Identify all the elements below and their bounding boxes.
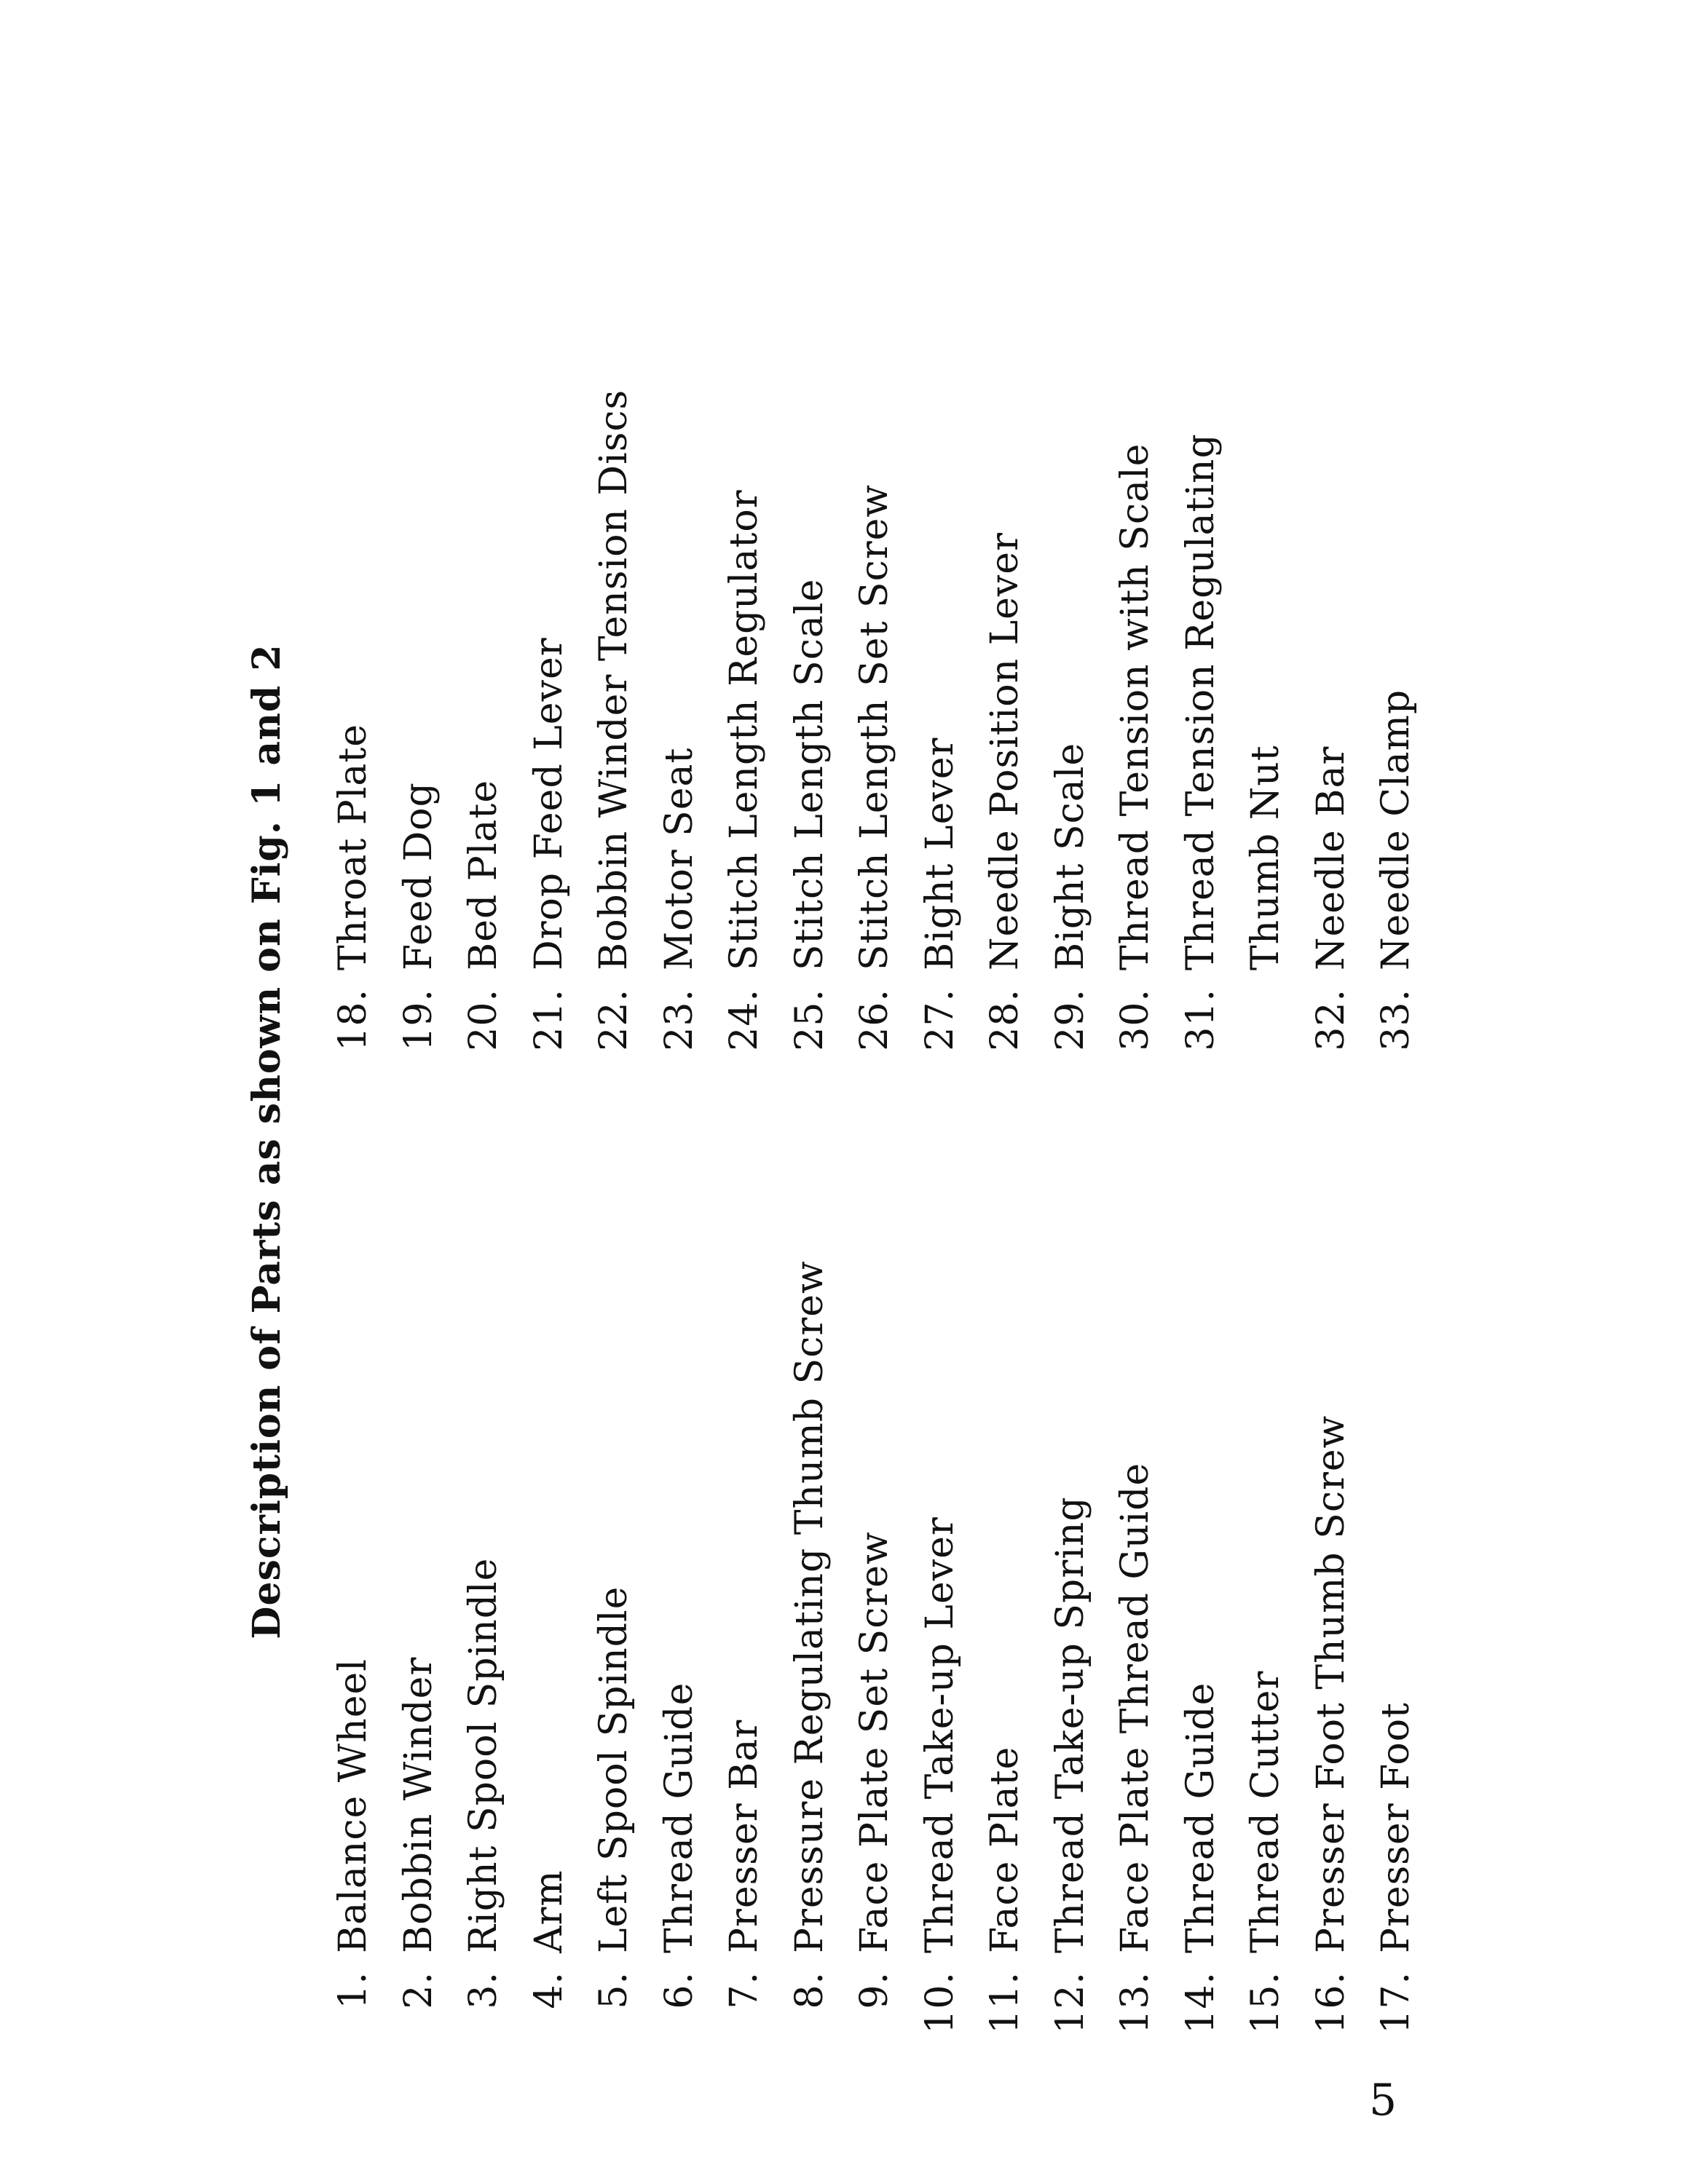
rotated-content xyxy=(229,239,1496,2044)
list-item xyxy=(387,1025,452,2044)
item-number: 26. xyxy=(853,989,896,1051)
list-item xyxy=(1299,224,1365,1061)
list-item xyxy=(517,224,583,1061)
item-number: 12. xyxy=(1048,1971,1092,2034)
list-item xyxy=(582,224,647,1061)
list-item xyxy=(451,1025,517,2044)
list-item xyxy=(387,224,452,1061)
item-label: Bobbin Winder xyxy=(396,1656,441,1953)
list-item xyxy=(1364,1025,1429,2044)
list-item xyxy=(843,1025,908,2044)
list-item xyxy=(908,224,974,1061)
item-number: 4. xyxy=(526,1971,571,2009)
item-label: Bobbin Winder Tension Discs xyxy=(592,389,636,970)
item-number: 33. xyxy=(1374,989,1418,1051)
item-number: 11. xyxy=(983,1971,1027,2034)
item-label: Needle Position Lever xyxy=(983,532,1027,970)
item-number: 16. xyxy=(1309,1971,1353,2034)
item-number: 29. xyxy=(1048,989,1092,1051)
item-label: Right Spool Spindle xyxy=(462,1557,505,1953)
item-label: Thread Guide xyxy=(657,1682,701,1953)
item-label: Drop Feed Lever xyxy=(526,637,571,970)
item-label: Stitch Length Regulator xyxy=(722,489,766,970)
list-item xyxy=(582,1025,647,2044)
item-label: Feed Dog xyxy=(396,782,441,970)
item-label: Thread Tension with Scale xyxy=(1113,443,1157,970)
item-label: Presser Bar xyxy=(722,1719,766,1953)
item-number: 2. xyxy=(396,1971,441,2009)
item-number: 23. xyxy=(657,989,701,1051)
list-item xyxy=(1038,1025,1104,2044)
item-number: 1. xyxy=(331,1971,375,2009)
list-item xyxy=(321,224,387,1061)
item-number: 31. xyxy=(1178,989,1223,1051)
item-label: Throat Plate xyxy=(331,723,375,970)
list-item xyxy=(1234,1025,1299,2044)
item-number: 14. xyxy=(1178,1971,1223,2034)
list-item xyxy=(647,224,713,1061)
item-number: 9. xyxy=(853,1971,896,2009)
item-label: Presser Foot Thumb Screw xyxy=(1309,1415,1353,1953)
item-label: Thread Tension Regulating xyxy=(1178,433,1223,970)
item-label: Stitch Length Set Screw xyxy=(853,484,896,970)
list-item xyxy=(908,1025,974,2044)
item-number: 22. xyxy=(592,989,636,1051)
item-label: Face Plate xyxy=(983,1746,1027,1953)
item-number: 7. xyxy=(722,1971,766,2009)
list-item xyxy=(1103,1025,1169,2044)
list-item xyxy=(647,1025,713,2044)
item-label: Thread Take-up Lever xyxy=(918,1516,962,1953)
page-title: Description of Parts as shown on Fig. 1 and 2 xyxy=(245,644,289,1639)
page-number: 5 xyxy=(1369,2075,1397,2126)
item-label: Thread Take-up Spring xyxy=(1048,1496,1092,1953)
item-label: Needle Clamp xyxy=(1374,689,1418,970)
item-number: 13. xyxy=(1113,1971,1157,2034)
item-label: Needle Bar xyxy=(1309,745,1353,970)
list-item xyxy=(1364,224,1429,1061)
list-item xyxy=(321,1025,387,2044)
list-item xyxy=(1299,1025,1365,2044)
item-number: 15. xyxy=(1244,1971,1287,2034)
list-item xyxy=(712,224,778,1061)
parts-list-left xyxy=(321,1025,1429,2044)
list-item xyxy=(1234,224,1299,1061)
item-label: Stitch Length Scale xyxy=(787,578,832,970)
list-item xyxy=(778,224,843,1061)
item-number: 30. xyxy=(1113,989,1157,1051)
list-item xyxy=(973,224,1038,1061)
item-number: 19. xyxy=(396,989,441,1051)
item-label: Bight Lever xyxy=(918,737,962,970)
item-number: 32. xyxy=(1309,989,1353,1051)
item-label: Motor Seat xyxy=(657,747,701,970)
item-label: Arm xyxy=(526,1870,571,1953)
list-item xyxy=(973,1025,1038,2044)
item-label: Face Plate Thread Guide xyxy=(1113,1462,1157,1953)
list-item xyxy=(451,224,517,1061)
item-number: 8. xyxy=(787,1971,832,2009)
item-label: Balance Wheel xyxy=(331,1658,375,1953)
list-item xyxy=(1103,224,1169,1061)
item-number: 24. xyxy=(722,989,766,1051)
list-item xyxy=(517,1025,583,2044)
item-number: 6. xyxy=(657,1971,701,2009)
item-number: 20. xyxy=(462,989,505,1051)
list-item xyxy=(778,1025,843,2044)
item-label: Bight Scale xyxy=(1048,742,1092,970)
item-number: 21. xyxy=(526,989,571,1051)
item-label: Face Plate Set Screw xyxy=(853,1531,896,1953)
list-item xyxy=(1169,224,1234,1061)
item-label: Thread Guide xyxy=(1178,1682,1223,1953)
item-label: Thumb Nut xyxy=(1244,745,1287,970)
item-number: 3. xyxy=(462,1971,505,2009)
item-number: 18. xyxy=(331,989,375,1051)
item-label: Pressure Regulating Thumb Screw xyxy=(787,1260,832,1953)
item-number: 28. xyxy=(983,989,1027,1051)
item-number: 17. xyxy=(1374,1971,1418,2034)
item-number: 10. xyxy=(918,1971,962,2034)
list-item xyxy=(1038,224,1104,1061)
item-label: Bed Plate xyxy=(462,779,505,970)
item-number: 25. xyxy=(787,989,832,1051)
item-number: 5. xyxy=(592,1971,636,2009)
list-item xyxy=(712,1025,778,2044)
list-item xyxy=(843,224,908,1061)
item-label: Left Spool Spindle xyxy=(592,1586,636,1953)
item-number: 27. xyxy=(918,989,962,1051)
item-label: Thread Cutter xyxy=(1244,1670,1287,1953)
list-item xyxy=(1169,1025,1234,2044)
item-label: Presser Foot xyxy=(1374,1702,1418,1953)
parts-list-right xyxy=(321,224,1429,1061)
